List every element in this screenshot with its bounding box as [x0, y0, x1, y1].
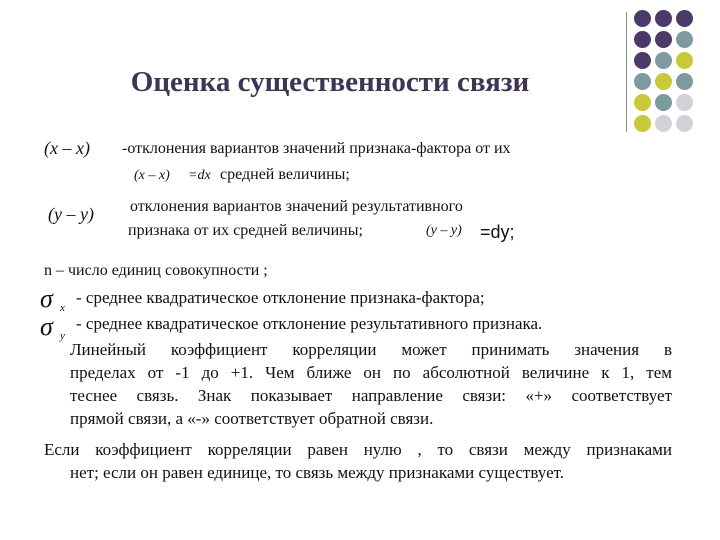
- decorative-dot: [676, 115, 693, 132]
- slide-title: Оценка существенности связи: [130, 66, 530, 98]
- decorative-dot: [676, 31, 693, 48]
- formula-x-deviation: (x – x): [44, 138, 90, 158]
- paragraph-line: теснее связь. Знак показывает направление связи: «+» соответствует: [70, 386, 672, 405]
- formula-x-deviation-small: (x – x): [134, 168, 170, 183]
- decorative-dot: [655, 115, 672, 132]
- decorative-dot: [655, 10, 672, 27]
- decorative-dot: [634, 10, 651, 27]
- formula-y-deviation-small: (y – y): [426, 223, 462, 238]
- sigma-x-subscript: x: [60, 302, 65, 314]
- sigma-x-definition: - среднее квадратическое отклонение признака-фактора;: [76, 288, 485, 307]
- decorative-dot: [676, 73, 693, 90]
- y-deviation-description: отклонения вариантов значений результативного: [130, 198, 463, 215]
- decorative-dot: [676, 94, 693, 111]
- paragraph-line: Линейный коэффициент корреляции может принимать значения в: [70, 340, 672, 359]
- formula-y-deviation: (y – y): [48, 204, 94, 224]
- n-definition: n – число единиц совокупности ;: [44, 262, 268, 279]
- sigma-y-subscript: y: [60, 330, 65, 342]
- x-deviation-description: -отклонения вариантов значений признака-фактора от их: [122, 140, 511, 157]
- decorative-dot: [676, 10, 693, 27]
- paragraph-line: пределах от -1 до +1. Чем ближе он по абсолютной величине к 1, тем: [70, 363, 672, 382]
- decorative-dot: [634, 115, 651, 132]
- sigma-x-symbol: σ: [40, 284, 53, 313]
- paragraph-line: Если коэффициент корреляции равен нулю , то связи между признаками: [44, 440, 672, 459]
- dx-notation: =dx: [188, 168, 211, 183]
- paragraph-line: прямой связи, а «-» соответствует обратной связи.: [70, 409, 434, 428]
- y-deviation-description-cont: признака от их средней величины;: [128, 222, 363, 239]
- decorative-dot: [655, 31, 672, 48]
- decorative-dot: [676, 52, 693, 69]
- sigma-y-symbol: σ: [40, 312, 53, 341]
- x-deviation-description-cont: средней величины;: [220, 166, 350, 183]
- dy-notation: =dy;: [480, 222, 515, 242]
- paragraph-line: нет; если он равен единице, то связь между признаками существует.: [70, 463, 565, 482]
- correlation-range-paragraph: [70, 338, 672, 430]
- zero-correlation-paragraph: [44, 438, 672, 484]
- sigma-y-definition: - среднее квадратическое отклонение результативного признака.: [76, 314, 543, 333]
- decorative-dot: [634, 31, 651, 48]
